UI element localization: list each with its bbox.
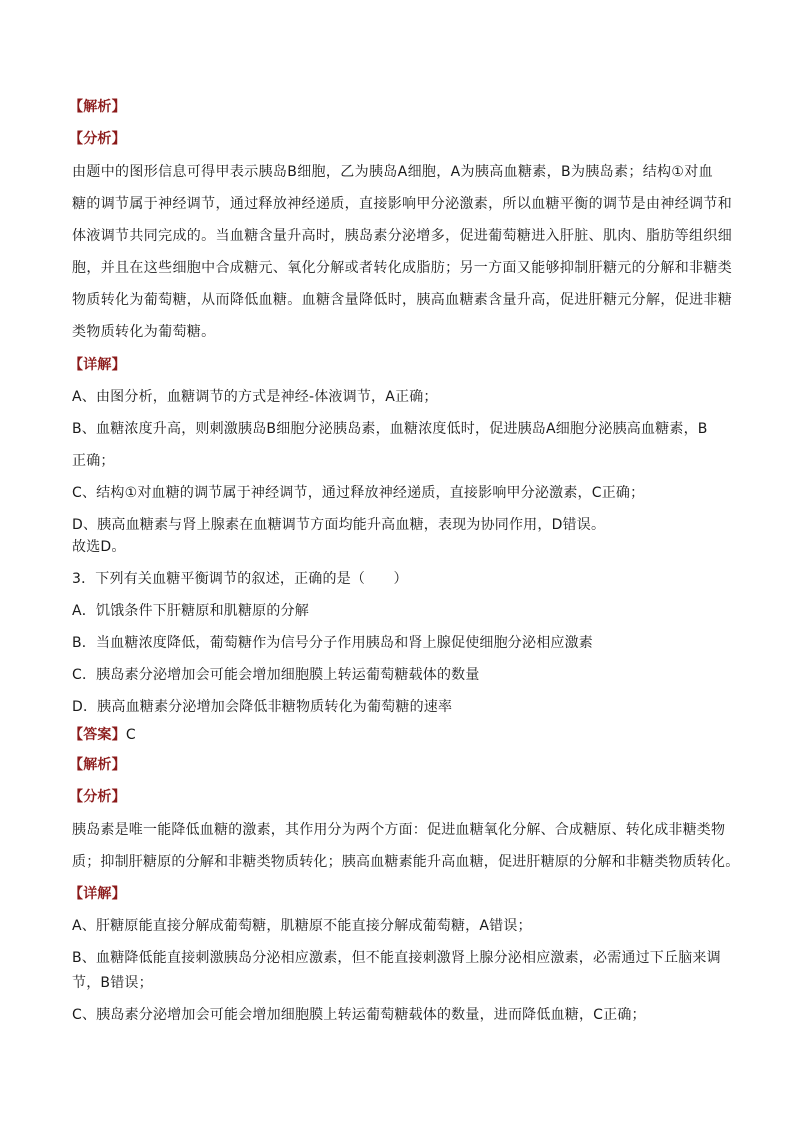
xiangjie-line: D、胰高血糖素与肾上腺素在血糖调节方面均能升高血糖，表现为协同作用，D错误。 — [72, 517, 606, 533]
xiangjie-heading-2 — [69, 886, 126, 902]
fenxi-line: 体液调节共同完成的。当血糖含量升高时，胰岛素分泌增多，促进葡萄糖进入肝脏、肌肉、脂肪等组织细 — [72, 228, 733, 244]
fenxi-tag-2: 【分析】 — [69, 789, 126, 805]
jiexi-tag-2: 【解析】 — [69, 757, 126, 773]
conclusion-line: 故选D。 — [72, 539, 126, 555]
fenxi-line-2: 质；抑制肝糖原的分解和非糖类物质转化；胰高血糖素能升高血糖，促进肝糖原的分解和非糖类物质转化。 — [72, 854, 740, 870]
fenxi-tag: 【分析】 — [69, 131, 126, 147]
answer-line — [69, 727, 136, 743]
fenxi-line: 类物质转化为葡萄糖。 — [72, 324, 216, 340]
xiangjie-tag-2: 【详解】 — [69, 886, 126, 902]
answer-value: C — [125, 727, 136, 743]
fenxi-line: 由题中的图形信息可得甲表示胰岛B细胞，乙为胰岛A细胞，A为胰高血糖素，B为胰岛素；结构①对血 — [72, 164, 714, 180]
jiexi-heading — [69, 99, 126, 115]
xiangjie-line: 正确； — [72, 453, 115, 469]
xiangjie-line-2: C、胰岛素分泌增加会可能会增加细胞膜上转运葡萄糖载体的数量，进而降低血糖，C正确； — [72, 1007, 646, 1023]
jiexi-heading-2 — [69, 757, 126, 773]
option-b: B．当血糖浓度降低，葡萄糖作为信号分子作用胰岛和肾上腺促使细胞分泌相应激素 — [72, 635, 594, 651]
xiangjie-line-2: A、肝糖原能直接分解成葡萄糖，肌糖原不能直接分解成葡萄糖，A错误； — [72, 918, 532, 934]
option-c: C．胰岛素分泌增加会可能会增加细胞膜上转运葡萄糖载体的数量 — [72, 667, 480, 683]
option-a: A．饥饿条件下肝糖原和肌糖原的分解 — [72, 603, 309, 619]
fenxi-line: 糖的调节属于神经调节，通过释放神经递质，直接影响甲分泌激素，所以血糖平衡的调节是由神经调节和 — [72, 196, 733, 212]
xiangjie-line: C、结构①对血糖的调节属于神经调节，通过释放神经递质，直接影响甲分泌激素，C正确； — [72, 485, 645, 501]
fenxi-line-2: 胰岛素是唯一能降低血糖的激素，其作用分为两个方面：促进血糖氧化分解、合成糖原、转化成非糖类物 — [72, 822, 726, 838]
xiangjie-line: B、血糖浓度升高，则刺激胰岛B细胞分泌胰岛素，血糖浓度低时，促进胰岛A细胞分泌胰高血糖素，B — [72, 421, 708, 437]
xiangjie-line-2: 节，B错误； — [72, 975, 153, 991]
jiexi-tag: 【解析】 — [69, 99, 126, 115]
xiangjie-line-2: B、血糖降低能直接刺激胰岛分泌相应激素，但不能直接刺激肾上腺分泌相应激素，必需通过下丘脑来调 — [72, 950, 721, 966]
answer-tag: 【答案】 — [69, 727, 126, 743]
fenxi-heading-2 — [69, 789, 126, 805]
option-d: D．胰高血糖素分泌增加会降低非糖物质转化为葡萄糖的速率 — [72, 699, 453, 715]
fenxi-line: 物质转化为葡萄糖，从而降低血糖。血糖含量降低时，胰高血糖素含量升高，促进肝糖元分解，促进非糖 — [72, 292, 733, 308]
xiangjie-tag: 【详解】 — [69, 357, 126, 373]
question-3-stem: 3．下列有关血糖平衡调节的叙述，正确的是（ ） — [72, 571, 408, 587]
fenxi-line: 胞，并且在这些细胞中合成糖元、氧化分解或者转化成脂肪；另一方面又能够抑制肝糖元的分解和非糖类 — [72, 260, 733, 276]
xiangjie-heading — [69, 357, 126, 373]
xiangjie-line: A、由图分析，血糖调节的方式是神经-体液调节，A正确； — [72, 389, 438, 405]
fenxi-heading — [69, 131, 126, 147]
